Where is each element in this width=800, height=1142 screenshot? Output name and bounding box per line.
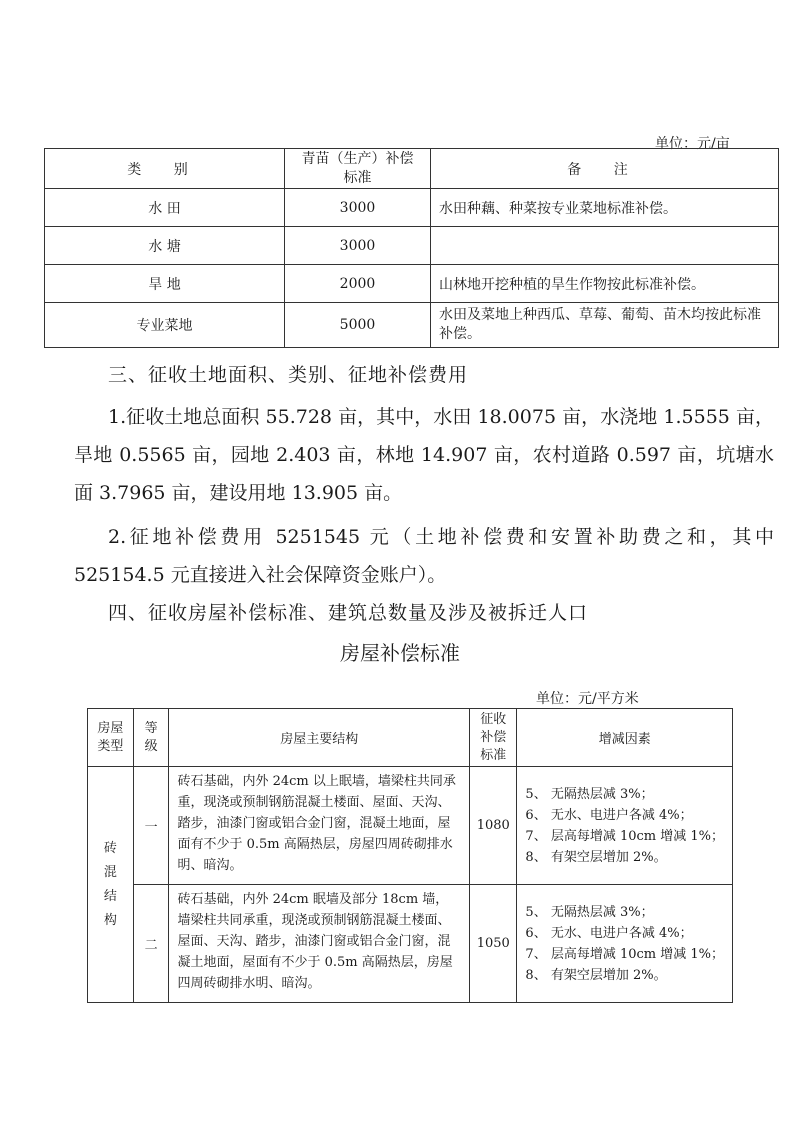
cell-standard: 5000 <box>285 303 431 348</box>
table2-unit: 单位：元/平方米 <box>536 691 639 707</box>
cell-remark <box>431 227 779 265</box>
header-remark: 备 注 <box>431 149 779 189</box>
table-row <box>45 265 779 303</box>
cell-type: 水 塘 <box>45 227 285 265</box>
cell-standard: 1080 <box>470 767 517 885</box>
factor-item: 8、 有架空层增加 2%。 <box>525 849 667 865</box>
header-house-type: 房屋类型 <box>88 709 134 767</box>
table-header-row <box>88 709 733 767</box>
header-grade: 等级 <box>133 709 169 767</box>
cell-grade: 一 <box>133 767 169 885</box>
cell-factors <box>517 885 733 1003</box>
cell-standard: 2000 <box>285 265 431 303</box>
cell-house-type: 砖混结构 <box>88 767 134 1003</box>
factor-item: 7、 层高每增减 10cm 增减 1%； <box>525 828 724 844</box>
cell-remark: 水田种藕、种菜按专业菜地标准补偿。 <box>431 189 779 227</box>
cell-standard: 3000 <box>285 189 431 227</box>
cell-standard: 3000 <box>285 227 431 265</box>
header-factors: 增减因素 <box>517 709 733 767</box>
cell-standard: 1050 <box>470 885 517 1003</box>
table-row <box>45 227 779 265</box>
cell-remark: 水田及菜地上种西瓜、草莓、葡萄、苗木均按此标准补偿。 <box>431 303 779 348</box>
cell-type: 水 田 <box>45 189 285 227</box>
section3-paragraph-1: 1.征收土地总面积 55.728 亩，其中，水田 18.0075 亩，水浇地 1.5555 亩，旱地 0.5565 亩，园地 2.403 亩，林地 14.907 亩，农村道路 0.597 亩，坑塘水面 3.7965 亩，建设用地 13.905 亩。 <box>74 406 774 504</box>
factor-item: 7、 层高每增减 10cm 增减 1%； <box>525 946 724 962</box>
header-standard: 青苗（生产）补偿标准 <box>285 149 431 189</box>
section4-heading: 四、征收房屋补偿标准、建筑总数量及涉及被拆迁人口 <box>108 602 589 624</box>
factor-item: 5、 无隔热层减 3%； <box>525 786 654 802</box>
factor-item: 5、 无隔热层减 3%； <box>525 904 654 920</box>
header-type: 类 别 <box>45 149 285 189</box>
table-row <box>88 885 733 1003</box>
cell-type: 专业菜地 <box>45 303 285 348</box>
cell-type: 旱 地 <box>45 265 285 303</box>
crop-compensation-table <box>44 148 779 348</box>
section3-heading: 三、征收土地面积、类别、征地补偿费用 <box>108 364 469 386</box>
table-row <box>45 303 779 348</box>
table-row <box>45 189 779 227</box>
header-standard: 征收补偿标准 <box>470 709 517 767</box>
table-header-row <box>45 149 779 189</box>
cell-structure: 砖石基础，内外 24cm 以上眠墙，墙梁柱共同承重，现浇或预制钢筋混凝土楼面、屋面、天沟、踏步，油漆门窗或铝合金门窗，混凝土地面，屋面有不少于 0.5m 高隔热层，房屋四周砖砌排水明、暗沟。 <box>169 767 470 885</box>
factor-item: 6、 无水、电进户各减 4%； <box>525 807 693 823</box>
cell-grade: 二 <box>133 885 169 1003</box>
cell-remark: 山林地开挖种植的旱生作物按此标准补偿。 <box>431 265 779 303</box>
house-compensation-table <box>87 708 733 1003</box>
section3-paragraph-2: 2.征地补偿费用 5251545 元（土地补偿费和安置补助费之和，其中 525154.5 元直接进入社会保障资金账户）。 <box>74 526 774 586</box>
factor-item: 8、 有架空层增加 2%。 <box>525 967 667 983</box>
cell-factors <box>517 767 733 885</box>
table-row <box>88 767 733 885</box>
table2-title: 房屋补偿标准 <box>340 641 460 665</box>
table1-unit: 单位：元/亩 <box>655 136 730 152</box>
factor-item: 6、 无水、电进户各减 4%； <box>525 925 693 941</box>
header-structure: 房屋主要结构 <box>169 709 470 767</box>
cell-structure: 砖石基础，内外 24cm 眠墙及部分 18cm 墙，墙梁柱共同承重，现浇或预制钢筋混凝土楼面、屋面、天沟、踏步，油漆门窗或铝合金门窗，混凝土地面，屋面有不少于 0.5m 高隔热层，房屋四周砖砌排水明、暗沟。 <box>169 885 470 1003</box>
